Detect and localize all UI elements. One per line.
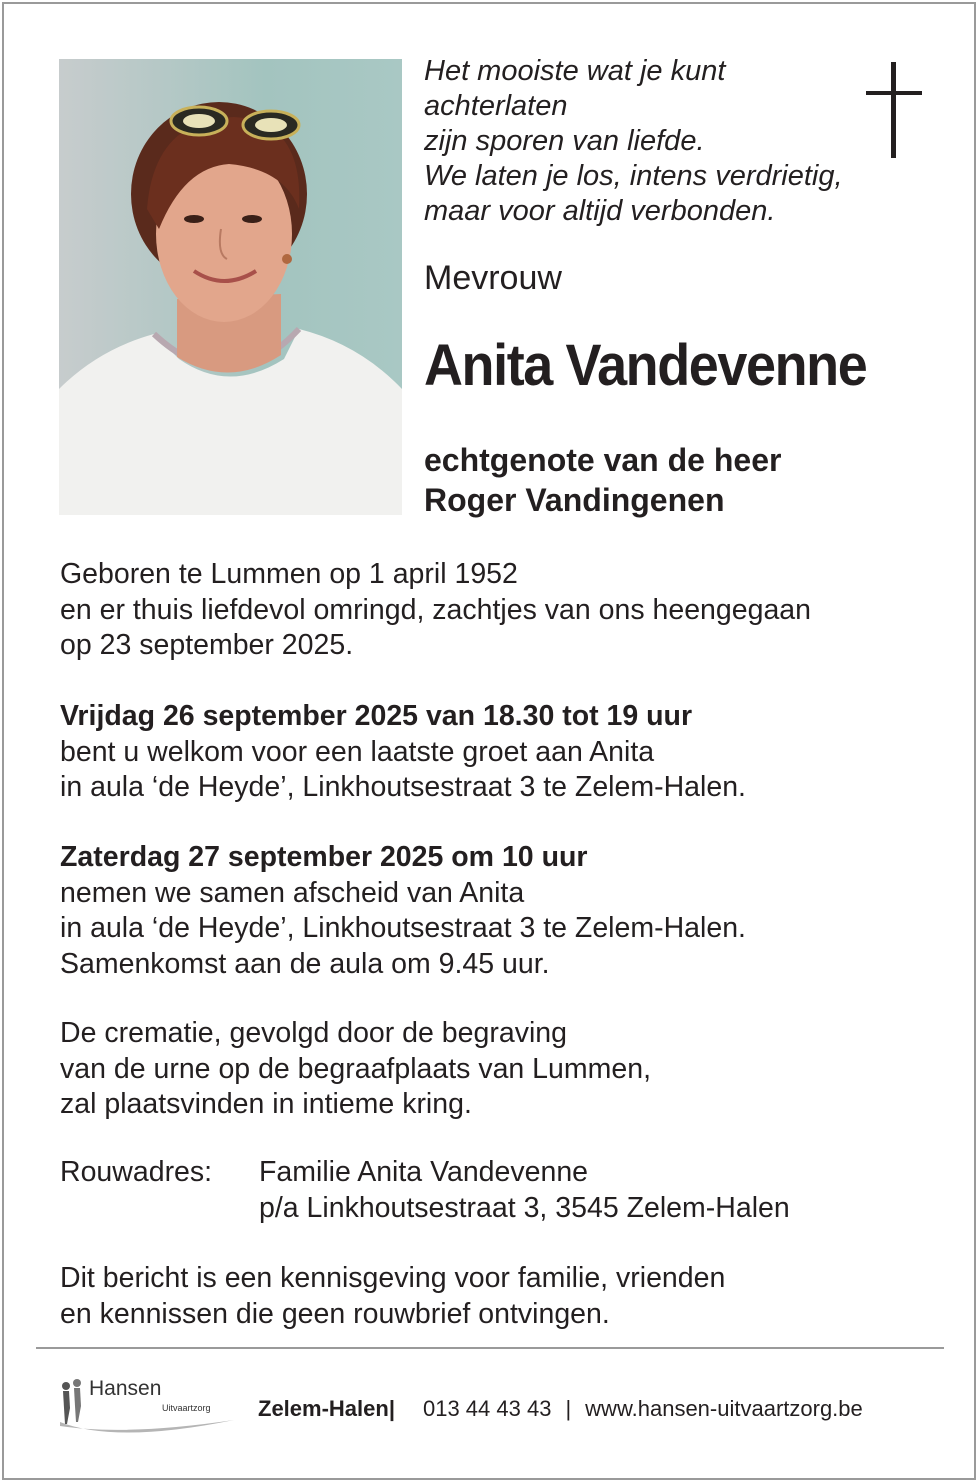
- logo-subtitle: Uitvaartzorg: [162, 1403, 211, 1413]
- verse-line: zijn sporen van liefde.: [424, 125, 705, 157]
- logo-name: Hansen: [89, 1377, 162, 1400]
- footer-location: Zelem-Halen: [258, 1396, 389, 1421]
- spouse-line: Roger Vandingenen: [424, 482, 725, 518]
- cremation-line: van de urne op de begraafplaats van Lummen,: [60, 1052, 651, 1085]
- address-line: p/a Linkhoutsestraat 3, 3545 Zelem-Halen: [259, 1191, 790, 1224]
- memorial-verse: [424, 54, 864, 229]
- birth-death-paragraph: [60, 557, 940, 664]
- footer-contact: [258, 1394, 863, 1424]
- birth-line: en er thuis liefdevol omringd, zachtjes van ons heengegaan: [60, 593, 811, 626]
- footer-separator: |: [388, 1396, 395, 1421]
- visitation-line: in aula ‘de Heyde’, Linkhoutsestraat 3 te Zelem-Halen.: [60, 771, 746, 803]
- verse-line: We laten je los, intens verdrietig,: [424, 160, 843, 192]
- verse-line: maar voor altijd verbonden.: [424, 195, 776, 227]
- funeral-home-logo: [56, 1374, 236, 1440]
- birth-line: Geboren te Lummen op 1 april 1952: [60, 558, 518, 590]
- visitation-paragraph: [60, 699, 940, 806]
- notice-line: Dit bericht is een kennisgeving voor familie, vrienden: [60, 1262, 726, 1294]
- visitation-heading: Vrijdag 26 september 2025 van 18.30 tot 19 uur: [60, 700, 693, 732]
- spouse-line: echtgenote van de heer: [424, 442, 782, 478]
- farewell-line: in aula ‘de Heyde’, Linkhoutsestraat 3 te Zelem-Halen.: [60, 912, 746, 944]
- notice-paragraph: [60, 1261, 940, 1332]
- visitation-line: bent u welkom voor een laatste groet aan Anita: [60, 735, 655, 768]
- footer-divider: [36, 1347, 944, 1349]
- cremation-paragraph: [60, 1016, 940, 1123]
- verse-line: Het mooiste wat je kunt: [424, 55, 726, 87]
- cremation-line: De crematie, gevolgd door de begraving: [60, 1017, 567, 1049]
- farewell-paragraph: [60, 840, 940, 982]
- cremation-line: zal plaatsvinden in intieme kring.: [60, 1088, 472, 1120]
- footer-phone[interactable]: 013 44 43 43: [422, 1396, 552, 1421]
- deceased-name: Anita Vandevenne: [424, 333, 867, 398]
- verse-line: achterlaten: [424, 90, 568, 122]
- mourning-address: [60, 1155, 940, 1226]
- spouse-info: [424, 440, 781, 520]
- address-line: Familie Anita Vandevenne: [259, 1156, 589, 1188]
- footer-separator: |: [565, 1396, 572, 1421]
- cross-icon: [866, 62, 922, 158]
- farewell-heading: Zaterdag 27 september 2025 om 10 uur: [60, 841, 588, 873]
- notice-line: en kennissen die geen rouwbrief ontvingen.: [60, 1297, 610, 1330]
- farewell-line: nemen we samen afscheid van Anita: [60, 876, 525, 909]
- birth-line: op 23 september 2025.: [60, 629, 354, 661]
- salutation: Mevrouw: [424, 259, 562, 297]
- footer-website[interactable]: www.hansen-uitvaartzorg.be: [585, 1396, 863, 1421]
- farewell-line: Samenkomst aan de aula om 9.45 uur.: [60, 947, 550, 980]
- portrait-photo: [59, 59, 402, 515]
- address-label: Rouwadres:: [60, 1156, 213, 1188]
